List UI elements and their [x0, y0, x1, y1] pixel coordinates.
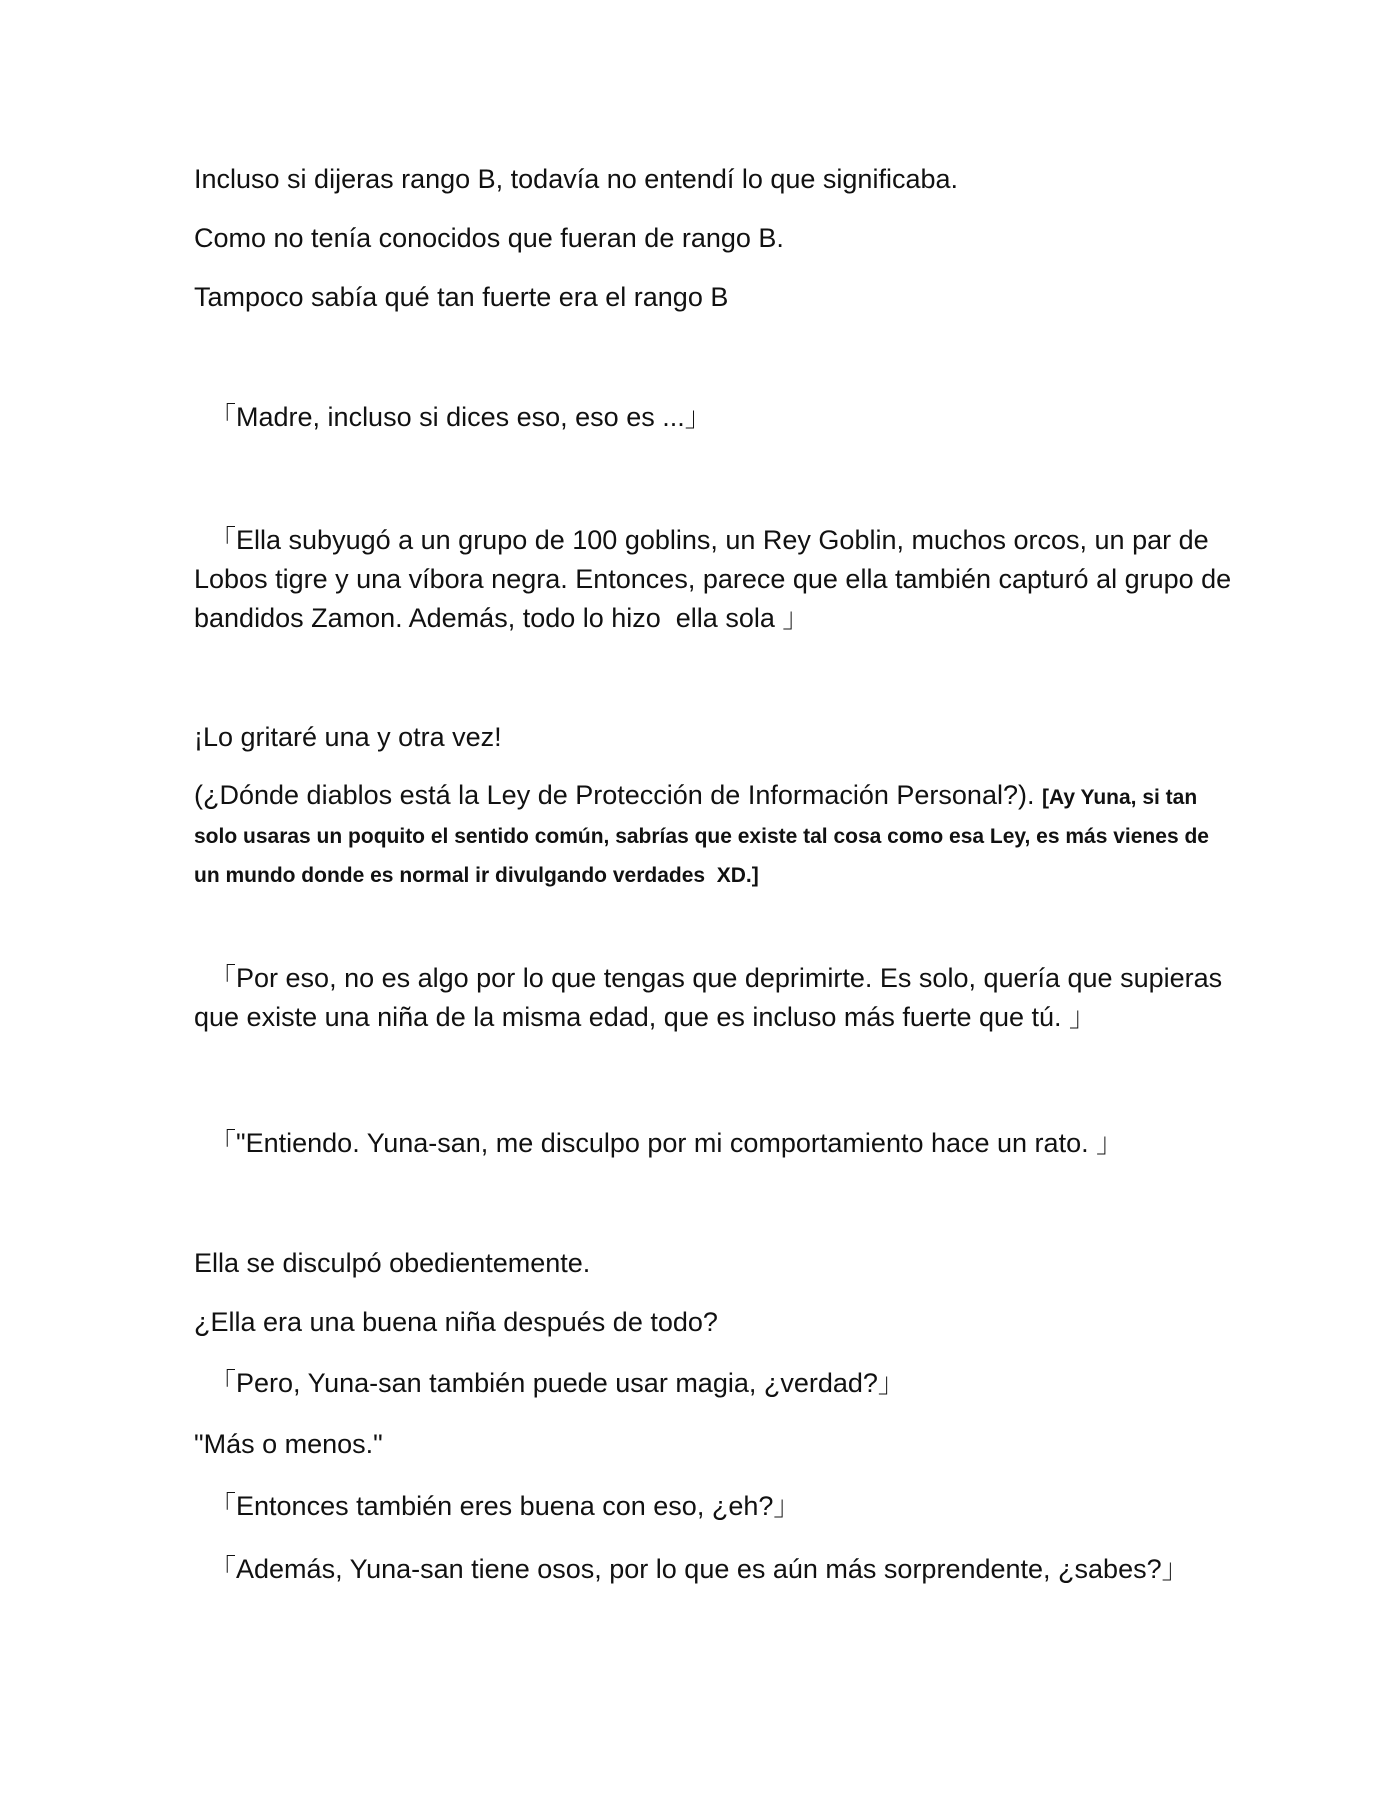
dialogue-madre: 「Madre, incluso si dices eso, eso es ...」: [194, 402, 712, 432]
translator-note: [Ay Yuna, si tan solo usaras un poquito el sentido común, sabrías que existe tal cosa como esa Ley, es más vienes de un mundo donde es normal ir divulgando verdades XD.]: [194, 786, 1215, 887]
dialogue-por-eso: 「Por eso, no es algo por lo que tengas que deprimirte. Es solo, quería que supieras que existe una niña de la misma edad, que es incluso más fuerte que tú. 」: [194, 963, 1230, 1032]
dialogue-osos: 「Además, Yuna-san tiene osos, por lo que es aún más sorprendente, ¿sabes?」: [194, 1554, 1189, 1584]
paragraph-disculpo: Ella se disculpó obedientemente.: [194, 1248, 591, 1278]
paragraph-buena-nina: ¿Ella era una buena niña después de todo?: [194, 1307, 718, 1337]
dialogue-subyugo: 「Ella subyugó a un grupo de 100 goblins, un Rey Goblin, muchos orcos, un par de Lobos tigre y una víbora negra. Entonces, parece que ella también capturó al grupo de bandidos Zamon. Además, todo lo hizo ella sola 」: [194, 525, 1239, 633]
paragraph-conocidos: Como no tenía conocidos que fueran de rango B.: [194, 223, 784, 253]
dialogue-magia: 「Pero, Yuna-san también puede usar magia, ¿verdad?」: [194, 1368, 905, 1398]
dialogue-entiendo: 「"Entiendo. Yuna-san, me disculpo por mi comportamiento hace un rato. 」: [194, 1128, 1124, 1158]
dialogue-buena-con-eso: 「Entonces también eres buena con eso, ¿eh?」: [194, 1491, 801, 1521]
paragraph-rango-b: Incluso si dijeras rango B, todavía no entendí lo que significaba.: [194, 164, 958, 194]
paragraph-tampoco: Tampoco sabía qué tan fuerte era el rango B: [194, 282, 729, 312]
paragraph-ley-proteccion: [194, 776, 1234, 893]
paragraph-mas-o-menos: "Más o menos.": [194, 1429, 383, 1459]
paragraph-gritare: ¡Lo gritaré una y otra vez!: [194, 722, 502, 752]
paragraph-ley-text: (¿Dónde diablos está la Ley de Protección de Información Personal?).: [194, 780, 1042, 810]
